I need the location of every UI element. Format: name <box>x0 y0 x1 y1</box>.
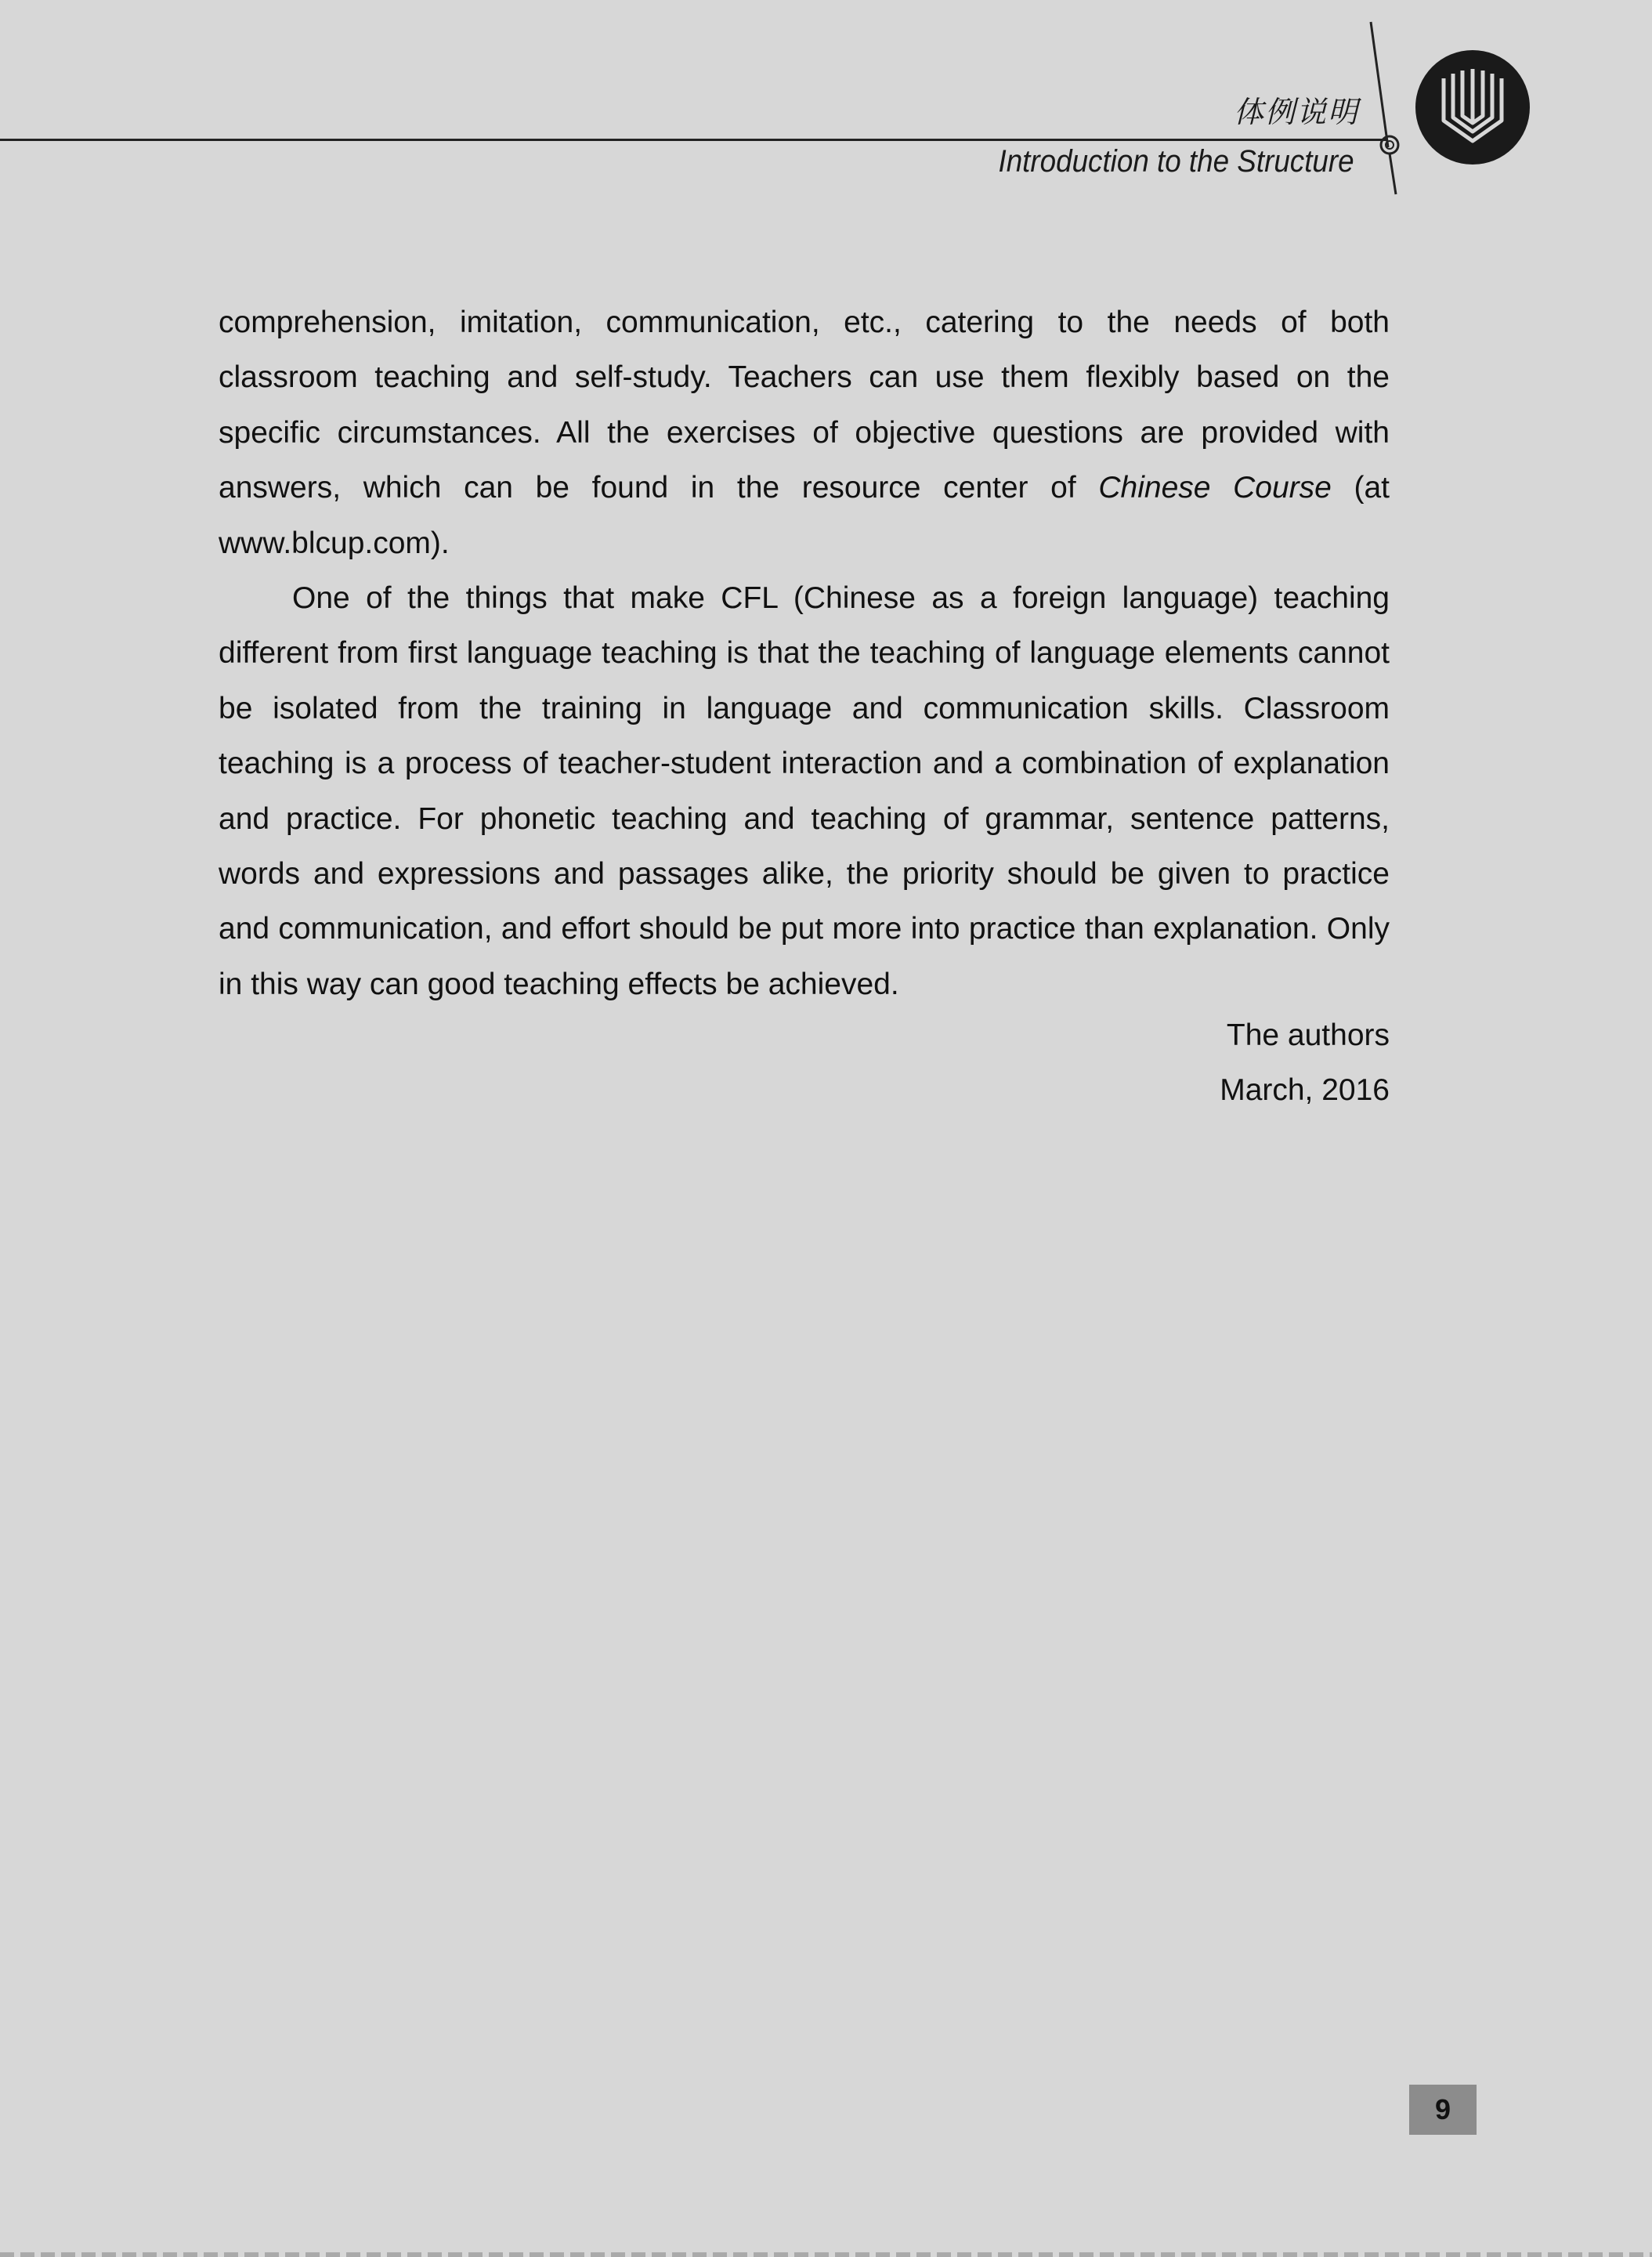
signature <box>1220 1008 1390 1119</box>
signature-author: The authors <box>1226 1018 1390 1052</box>
book-logo-icon <box>1414 49 1531 166</box>
bottom-border <box>0 2252 1652 2257</box>
header-title-en: Introduction to the Structure <box>998 144 1354 179</box>
header-title-zh: 体例说明 <box>1233 95 1359 129</box>
header-rule <box>0 139 1386 141</box>
paragraph-1-text-b: (at www.blcup.com). <box>219 471 1390 560</box>
ring-connector-icon <box>1381 136 1398 154</box>
paragraph-1-text-a: comprehension, imitation, communication, etc., catering to the needs of both classroom teaching and self-study. Teachers can use them flexibly based on the specific circumstances. All the exercises of objective questions are provided with answers, which can be found in the resource center of <box>219 306 1390 505</box>
body-text <box>219 295 1390 1012</box>
paragraph-2: One of the things that make CFL (Chinese as a foreign language) teaching different from first language teaching is that the teaching of language elements cannot be isolated from the training in language and communication skills. Classroom teaching is a process of teacher-student interaction and a combination of explanation and practice. For phonetic teaching and teaching of grammar, sentence patterns, words and expressions and passages alike, the priority should be given to practice and communication, and effort should be put more into practice than explanation. Only in this way can good teaching effects be achieved. <box>219 581 1390 1001</box>
book-title: Chinese Course <box>1098 471 1332 505</box>
paragraph-1 <box>219 295 1390 571</box>
page-number: 9 <box>1409 2085 1477 2135</box>
signature-date: March, 2016 <box>1220 1073 1390 1108</box>
